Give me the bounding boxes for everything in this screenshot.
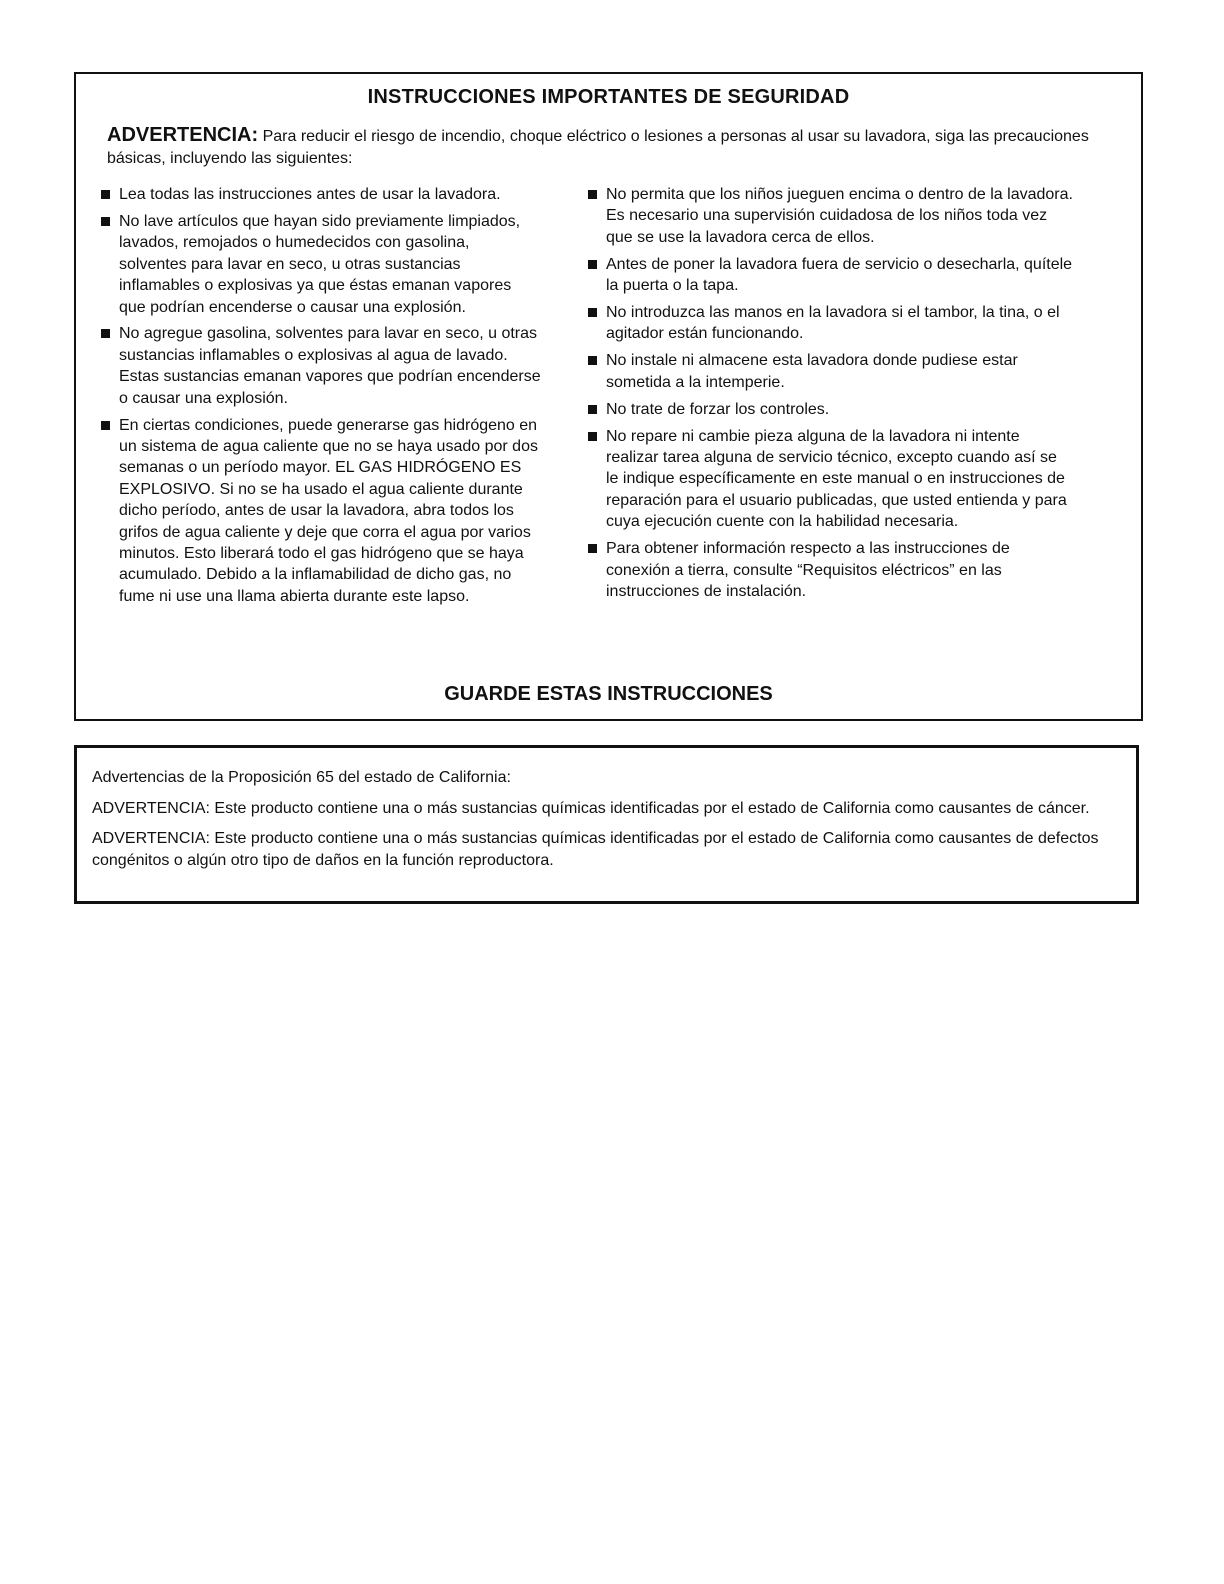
list-item-text: Para obtener información respecto a las instrucciones de conexión a tierra, consulte “Requisitos eléctricos” en las instrucciones de instalación. bbox=[606, 540, 1010, 600]
square-bullet-icon bbox=[101, 190, 110, 199]
square-bullet-icon bbox=[588, 405, 597, 414]
safety-title: INSTRUCCIONES IMPORTANTES DE SEGURIDAD bbox=[367, 86, 850, 108]
warning-text: Para reducir el riesgo de incendio, choque eléctrico o lesiones a personas al usar su lavadora, siga las precauciones básicas, incluyendo las siguientes: bbox=[107, 128, 1089, 167]
list-item bbox=[588, 254, 1073, 297]
list-item bbox=[588, 302, 1073, 345]
prop65-birth-defects-warning: ADVERTENCIA: Este producto contiene una o más sustancias químicas identificadas por el estado de California como causantes de defectos congénitos o algún otro tipo de daños en la función reproductora. bbox=[92, 830, 1099, 869]
safety-list-right bbox=[588, 184, 1073, 608]
list-item-text: No introduzca las manos en la lavadora si el tambor, la tina, o el agitador están funcionando. bbox=[606, 304, 1060, 343]
square-bullet-icon bbox=[588, 260, 597, 269]
list-item-text: No permita que los niños jueguen encima o dentro de la lavadora. Es necesario una supervisión cuidadosa de los niños toda vez que se use la lavadora cerca de ellos. bbox=[606, 186, 1073, 246]
square-bullet-icon bbox=[588, 356, 597, 365]
list-item-text: En ciertas condiciones, puede generarse gas hidrógeno en un sistema de agua caliente que no se haya usado por dos semanas o un período mayor. EL GAS HIDRÓGENO ES EXPLOSIVO. Si no se ha usado el agua caliente durante dicho período, antes de usar la lavadora, abra todos los grifos de agua caliente y deje que corra el agua por varios minutos. Esto liberará todo el gas hidrógeno que se haya acumulado. Debido a la inflamabilidad de dicho gas, no fume ni use una llama abierta durante este lapso. bbox=[119, 416, 538, 605]
list-item-text: Antes de poner la lavadora fuera de servicio o desecharla, quítele la puerta o la tapa. bbox=[606, 255, 1073, 295]
warning-intro bbox=[107, 124, 1107, 170]
list-item-text: No instale ni almacene esta lavadora donde pudiese estar sometida a la intemperie. bbox=[606, 352, 1018, 391]
square-bullet-icon bbox=[101, 217, 110, 226]
list-item bbox=[588, 426, 1073, 533]
safety-list-left bbox=[101, 184, 541, 613]
square-bullet-icon bbox=[588, 432, 597, 441]
prop65-warning-box bbox=[74, 745, 1139, 904]
list-item-text: No agregue gasolina, solventes para lavar en seco, u otras sustancias inflamables o explosivas al agua de lavado. Estas sustancias emanan vapores que podrían encenderse o causar una explosión. bbox=[119, 325, 541, 407]
list-item bbox=[101, 323, 541, 409]
list-item bbox=[588, 184, 1073, 248]
warning-label: ADVERTENCIA: bbox=[107, 124, 259, 146]
square-bullet-icon bbox=[588, 308, 597, 317]
list-item-text: No repare ni cambie pieza alguna de la lavadora ni intente realizar tarea alguna de servicio técnico, excepto cuando así se le indique específicamente en este manual o en instrucciones de reparación para el usuario publicadas, que usted entienda y para cuya ejecución cuente con la habilidad necesaria. bbox=[606, 427, 1067, 531]
list-item-text: No lave artículos que hayan sido previamente limpiados, lavados, remojados o humedecidos con gasolina, solventes para lavar en seco, u otras sustancias inflamables o explosivas ya que éstas emanan vapores que podrían encenderse o causar una explosión. bbox=[119, 212, 521, 316]
square-bullet-icon bbox=[588, 190, 597, 199]
list-item bbox=[588, 399, 1073, 420]
save-instructions-title: GUARDE ESTAS INSTRUCCIONES bbox=[444, 683, 773, 705]
square-bullet-icon bbox=[588, 544, 597, 553]
safety-instructions-box bbox=[74, 72, 1143, 721]
list-item bbox=[588, 350, 1073, 393]
list-item bbox=[101, 211, 541, 318]
list-item bbox=[588, 538, 1073, 602]
prop65-heading: Advertencias de la Proposición 65 del estado de California: bbox=[92, 769, 511, 786]
list-item bbox=[101, 184, 541, 205]
square-bullet-icon bbox=[101, 421, 110, 430]
square-bullet-icon bbox=[101, 329, 110, 338]
prop65-cancer-warning: ADVERTENCIA: Este producto contiene una o más sustancias químicas identificadas por el estado de California como causantes de cáncer. bbox=[92, 799, 1090, 817]
list-item-text: No trate de forzar los controles. bbox=[606, 400, 830, 418]
list-item-text: Lea todas las instrucciones antes de usar la lavadora. bbox=[119, 186, 501, 203]
list-item bbox=[101, 415, 541, 608]
